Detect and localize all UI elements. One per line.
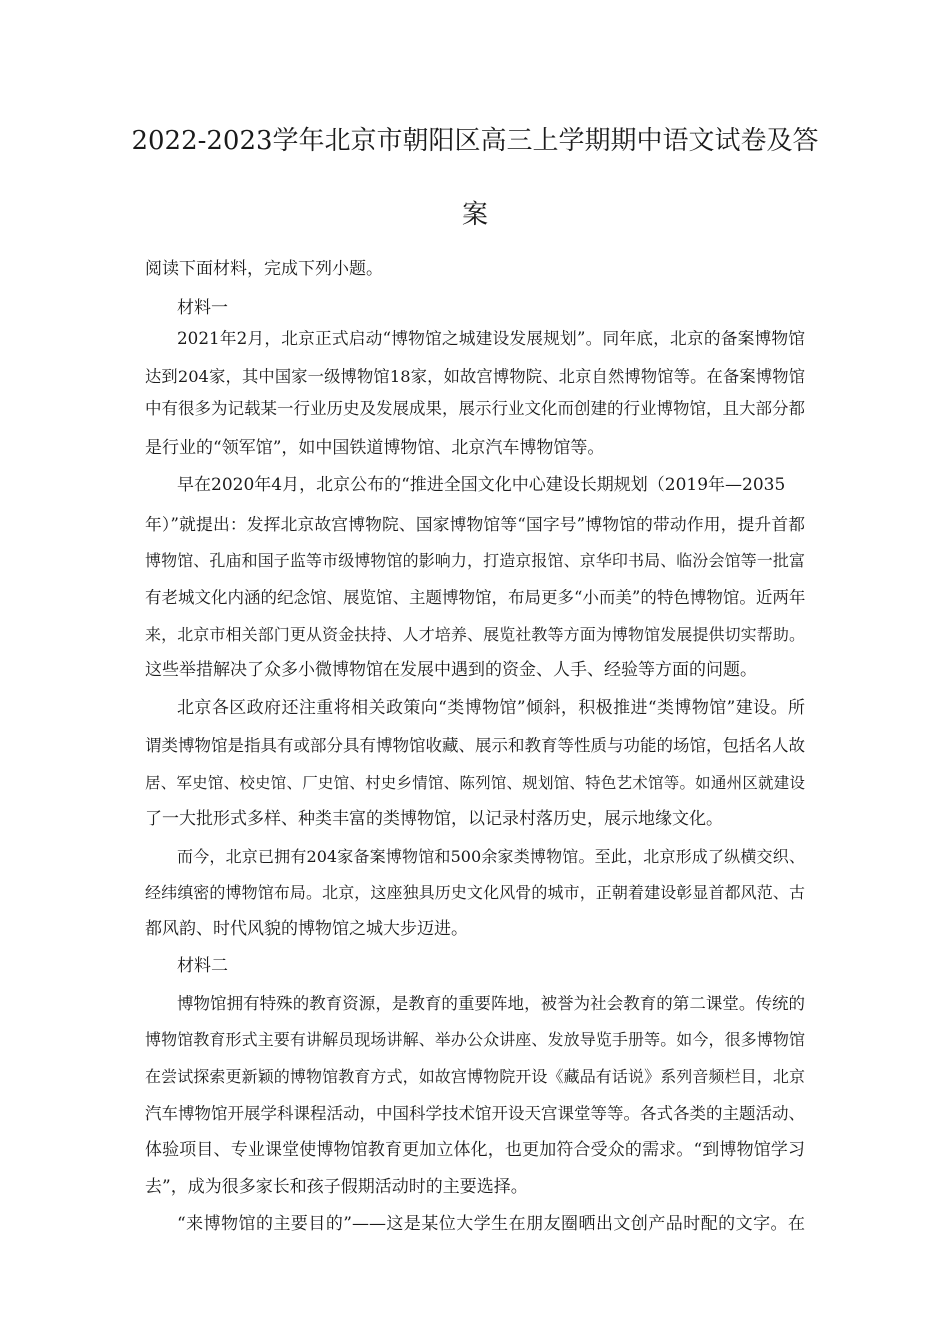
paragraph-line: 早在2020年4月，北京公布的“推进全国文化中心建设长期规划（2019年—2035: [177, 475, 786, 495]
paragraph-line: 北京各区政府还注重将相关政策向“类博物馆”倾斜，积极推进“类博物馆”建设。所: [177, 698, 805, 718]
paragraph-line: 这些举措解决了众多小微博物馆在发展中遇到的资金、人手、经验等方面的问题。: [145, 660, 757, 680]
paragraph-line: 汽车博物馆开展学科课程活动，中国科学技术馆开设天宫课堂等等。各式各类的主题活动、: [145, 1104, 805, 1123]
paragraph-line: 谓类博物馆是指具有或部分具有博物馆收藏、展示和教育等性质与功能的场馆，包括名人故: [145, 736, 805, 755]
paragraph-line: 有老城文化内涵的纪念馆、展览馆、主题博物馆，布局更多“小而美”的特色博物馆。近两年: [145, 588, 806, 607]
paragraph-line: 2021年2月，北京正式启动“博物馆之城建设发展规划”。同年底，北京的备案博物馆: [177, 328, 805, 348]
paragraph-line: “来博物馆的主要目的”——这是某位大学生在朋友圈晒出文创产品时配的文字。在: [177, 1214, 805, 1234]
instruction-text: 阅读下面材料，完成下列小题。: [145, 259, 383, 279]
paragraph-line: 博物馆拥有特殊的教育资源，是教育的重要阵地，被誉为社会教育的第二课堂。传统的: [177, 994, 805, 1013]
paragraph-line: 博物馆教育形式主要有讲解员现场讲解、举办公众讲座、发放导览手册等。如今，很多博物馆: [145, 1030, 805, 1049]
paragraph-line: 居、军史馆、校史馆、厂史馆、村史乡情馆、陈列馆、规划馆、特色艺术馆等。如通州区就建设: [145, 774, 805, 792]
paragraph-line: 了一大批形式多样、种类丰富的类博物馆，以记录村落历史，展示地缘文化。: [145, 809, 723, 829]
document-title-line-2: 案: [461, 200, 488, 230]
paragraph-line: 去”，成为很多家长和孩子假期活动时的主要选择。: [145, 1177, 528, 1197]
paragraph-line: 来，北京市相关部门更从资金扶持、人才培养、展览社教等方面为博物馆发展提供切实帮助。: [145, 625, 805, 644]
paragraph-line: 经纬缜密的博物馆布局。北京，这座独具历史文化风骨的城市，正朝着建设彰显首都风范、古: [145, 883, 805, 902]
paragraph-line: 达到204家，其中国家一级博物馆18家，如故宫博物院、北京自然博物馆等。在备案博物馆: [145, 367, 805, 386]
material-1-heading: 材料一: [177, 298, 228, 318]
paragraph-line: 年）”就提出：发挥北京故宫博物院、国家博物馆等“国字号”博物馆的带动作用，提升首都: [145, 514, 805, 534]
paragraph-line: 都风韵、时代风貌的博物馆之城大步迈进。: [145, 919, 468, 939]
paragraph-line: 是行业的“领军馆”，如中国铁道博物馆、北京汽车博物馆等。: [145, 438, 605, 458]
paragraph-line: 在尝试探索更新颖的博物馆教育方式，如故宫博物院开设《藏品有话说》系列音频栏目，北京: [145, 1067, 805, 1086]
material-2-heading: 材料二: [177, 956, 228, 976]
paragraph-line: 体验项目、专业课堂使博物馆教育更加立体化，也更加符合受众的需求。“到博物馆学习: [145, 1140, 805, 1160]
paragraph-line: 博物馆、孔庙和国子监等市级博物馆的影响力，打造京报馆、京华印书局、临汾会馆等一批富: [145, 551, 805, 570]
paragraph-line: 而今，北京已拥有204家备案博物馆和500余家类博物馆。至此，北京形成了纵横交织、: [177, 847, 805, 866]
paragraph-line: 中有很多为记载某一行业历史及发展成果，展示行业文化而创建的行业博物馆，且大部分都: [145, 399, 805, 418]
document-title-line-1: 2022-2023学年北京市朝阳区高三上学期期中语文试卷及答: [131, 126, 819, 156]
